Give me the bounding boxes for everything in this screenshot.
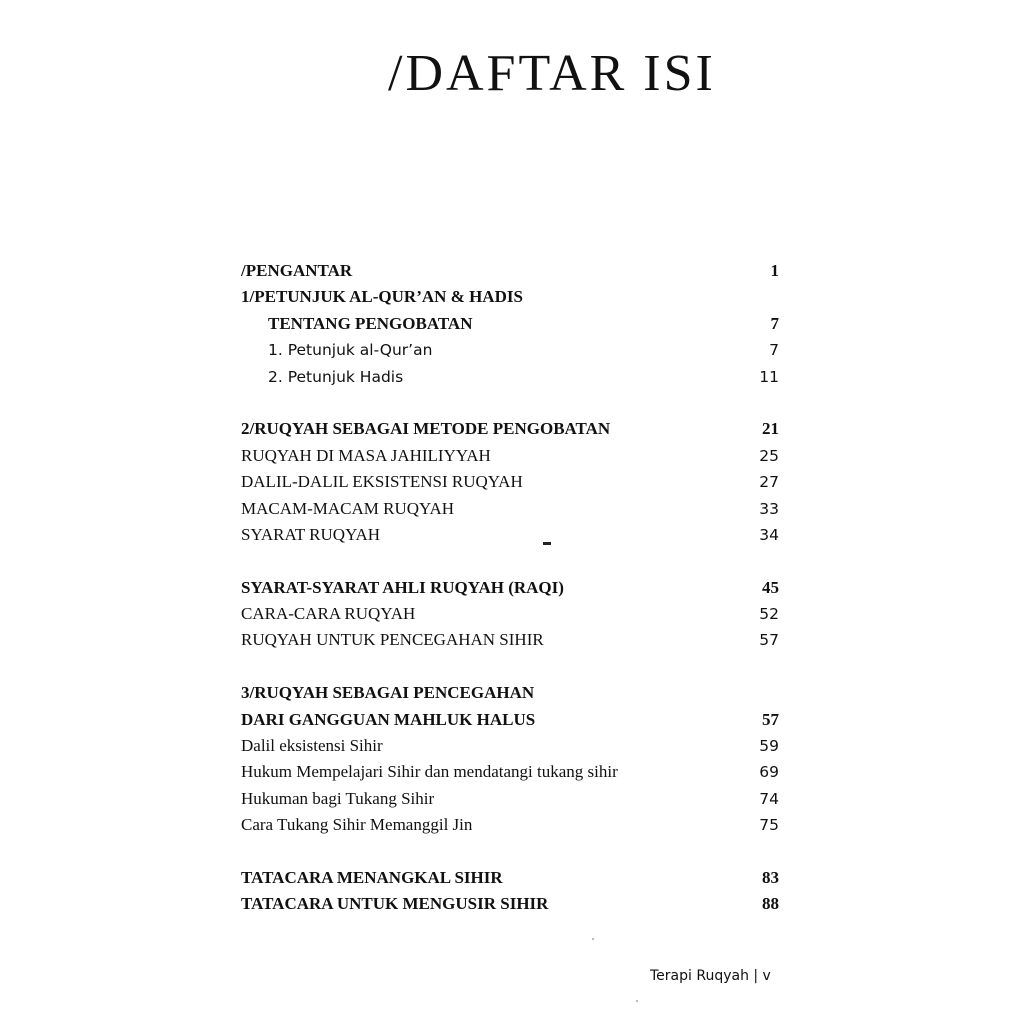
toc-entry — [241, 522, 779, 548]
toc-entry-label: /PENGANTAR — [241, 261, 353, 280]
toc-entry-label: DARI GANGGUAN MAHLUK HALUS — [241, 709, 536, 729]
toc-entry-label: SYARAT RUQYAH — [241, 524, 381, 544]
toc-entry-label: TATACARA UNTUK MENGUSIR SIHIR — [241, 894, 549, 914]
toc-entry-label: Hukuman bagi Tukang Sihir — [241, 788, 435, 808]
toc-chapter-3-heading-cont — [241, 707, 779, 733]
toc-entry-label: SYARAT-SYARAT AHLI RUQYAH (RAQI) — [241, 577, 564, 597]
toc-entry — [241, 496, 779, 522]
spacer — [241, 390, 779, 416]
toc-entry-label: Cara Tukang Sihir Memanggil Jin — [241, 815, 473, 835]
toc-section-heading — [241, 891, 779, 917]
toc-entry-page: 69 — [759, 763, 779, 782]
toc-entry — [241, 337, 779, 363]
toc-entry-label: TATACARA MENANGKAL SIHIR — [241, 867, 503, 887]
toc-entry — [241, 759, 779, 785]
toc-entry-label: RUQYAH UNTUK PENCEGAHAN SIHIR — [241, 630, 544, 650]
toc-entry-page: 25 — [759, 446, 779, 465]
page-footer: Terapi Ruqyah | v — [650, 968, 771, 984]
toc-entry — [241, 627, 779, 653]
toc-entry-label: 2/RUQYAH SEBAGAI METODE PENGOBATAN — [241, 419, 611, 439]
toc-section-heading — [241, 865, 779, 891]
toc-entry-page: 59 — [759, 737, 779, 756]
toc-entry-page: 45 — [762, 577, 779, 597]
toc-entry-page: 75 — [759, 816, 779, 835]
toc-entry-page: 1 — [770, 261, 779, 280]
toc-entry — [241, 812, 779, 838]
toc-entry-page: 7 — [770, 313, 779, 333]
toc-entry-page: 74 — [759, 789, 779, 808]
toc-chapter-1-heading-cont — [241, 311, 779, 337]
toc-entry-label: 1/PETUNJUK AL-QUR’AN & HADIS — [241, 287, 523, 307]
toc-entry — [241, 469, 779, 495]
page-title: /DAFTAR ISI — [388, 45, 716, 102]
toc-entry-label: RUQYAH DI MASA JAHILIYYAH — [241, 445, 491, 465]
toc-entry-page: 33 — [759, 499, 779, 518]
toc-entry — [241, 733, 779, 759]
toc-entry-page: 52 — [759, 605, 779, 624]
spacer — [241, 654, 779, 680]
toc-entry-label: 3/RUQYAH SEBAGAI PENCEGAHAN — [241, 683, 535, 703]
toc-entry-label: 1. Petunjuk al-Qur’an — [268, 341, 433, 360]
toc-entry-label: DALIL-DALIL EKSISTENSI RUQYAH — [241, 472, 523, 492]
print-speck — [543, 542, 551, 545]
toc-entry-label: MACAM-MACAM RUQYAH — [241, 498, 454, 518]
toc-chapter-3-heading — [241, 680, 779, 706]
toc-entry-page: 27 — [759, 473, 779, 492]
toc-entry-page: 88 — [762, 894, 779, 914]
toc-entry-page: 11 — [759, 367, 779, 386]
toc-entry — [241, 601, 779, 627]
spacer — [241, 839, 779, 865]
toc-section-heading — [241, 575, 779, 601]
toc-chapter-1-heading — [241, 284, 779, 310]
toc-entry-page: 57 — [762, 709, 779, 729]
toc-entry-page: 83 — [762, 867, 779, 887]
toc-chapter-2-heading — [241, 416, 779, 442]
toc-entry-label: CARA-CARA RUQYAH — [241, 604, 416, 624]
toc-entry-label: 2. Petunjuk Hadis — [268, 367, 404, 386]
print-speck — [636, 1000, 638, 1002]
spacer — [241, 548, 779, 574]
toc-entry — [241, 364, 779, 390]
toc-entry-label: TENTANG PENGOBATAN — [268, 313, 473, 333]
toc-entry-page: 21 — [762, 419, 779, 439]
toc-entry — [241, 443, 779, 469]
toc-entry-label: Hukum Mempelajari Sihir dan mendatangi tukang sihir — [241, 762, 618, 782]
toc-entry — [241, 786, 779, 812]
toc-entry-pengantar — [241, 258, 779, 284]
table-of-contents — [241, 258, 779, 918]
toc-entry-page: 57 — [759, 631, 779, 650]
toc-entry-page: 7 — [769, 341, 779, 360]
toc-entry-label: Dalil eksistensi Sihir — [241, 736, 383, 756]
toc-entry-page: 34 — [759, 525, 779, 544]
print-speck — [592, 938, 594, 940]
